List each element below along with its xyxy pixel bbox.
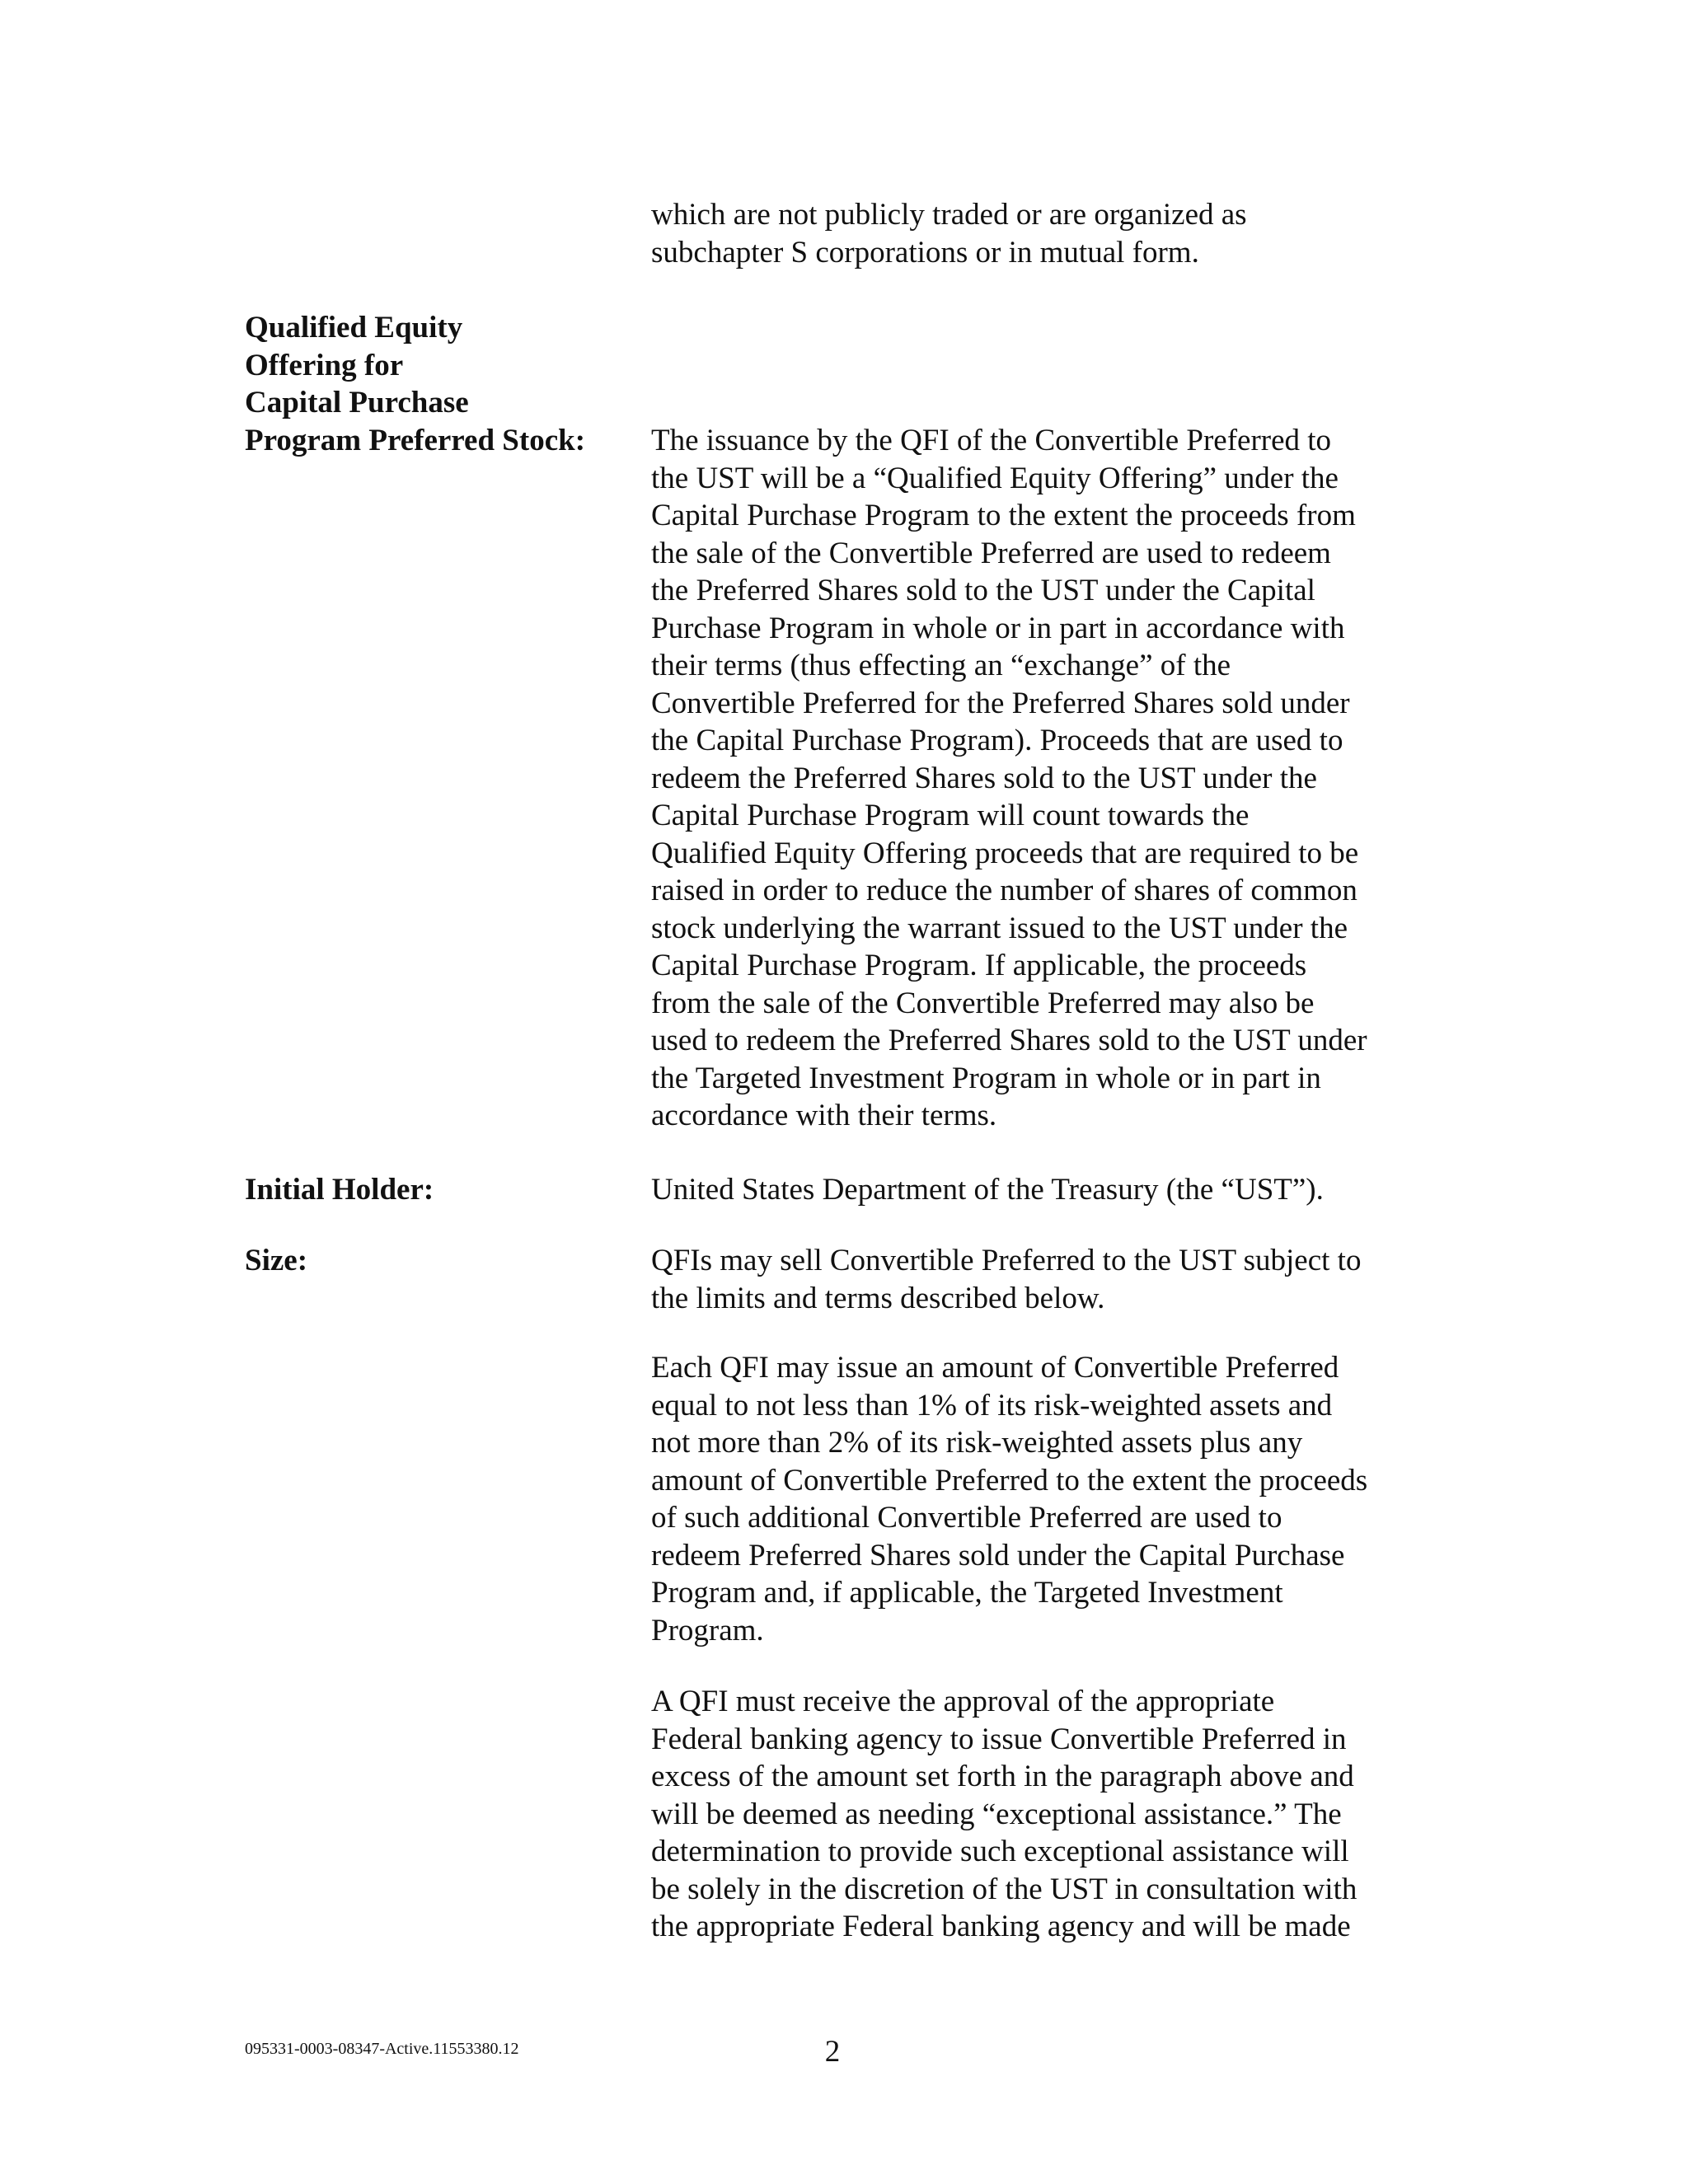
text-line: United States Department of the Treasury (the “UST”). [651,1173,1324,1207]
text-line: Federal banking agency to issue Convertible Preferred in [651,1722,1347,1756]
text-line: which are not publicly traded or are organized as [651,198,1247,232]
text-line: their terms (thus effecting an “exchange” of the [651,649,1231,682]
text-line: Capital Purchase Program. If applicable, the proceeds [651,949,1307,982]
text-line: Purchase Program in whole or in part in accordance with [651,611,1345,645]
text-line: Capital Purchase Program to the extent the proceeds from [651,499,1356,532]
text-line: equal to not less than 1% of its risk-weighted assets and [651,1388,1333,1422]
text-line: The issuance by the QFI of the Convertible Preferred to [651,424,1332,457]
text-line: excess of the amount set forth in the paragraph above and [651,1760,1354,1793]
text-line: Capital Purchase Program will count towards the [651,799,1250,832]
term-line: Program Preferred Stock: [245,423,586,457]
text-line: Convertible Preferred for the Preferred Shares sold under [651,686,1350,720]
text-line: the appropriate Federal banking agency and will be made [651,1910,1351,1943]
text-line: Each QFI may issue an amount of Convertible Preferred [651,1351,1339,1385]
text-line: Program. [651,1613,764,1647]
text-line: subchapter S corporations or in mutual form. [651,235,1199,269]
text-line: will be deemed as needing “exceptional assistance.” The [651,1797,1342,1831]
text-line: redeem the Preferred Shares sold to the UST under the [651,761,1317,795]
text-line: QFIs may sell Convertible Preferred to the UST subject to [651,1244,1362,1277]
text-line: be solely in the discretion of the UST in consultation with [651,1872,1357,1906]
text-line: Qualified Equity Offering proceeds that are required to be [651,836,1359,870]
text-line: the limits and terms described below. [651,1281,1105,1315]
definition-size-paragraph-1 [651,1242,1442,1317]
text-line: raised in order to reduce the number of shares of common [651,874,1357,907]
term-size [245,1242,624,1280]
text-line: the Capital Purchase Program). Proceeds that are used to [651,724,1343,757]
text-line: redeem Preferred Shares sold under the Capital Purchase [651,1538,1345,1572]
text-line: the Targeted Investment Program in whole or in part in [651,1061,1321,1095]
term-line: Offering for [245,348,404,382]
text-line: accordance with their terms. [651,1099,997,1132]
text-line: the UST will be a “Qualified Equity Offering” under the [651,461,1339,495]
text-line: amount of Convertible Preferred to the extent the proceeds [651,1463,1368,1497]
text-line: of such additional Convertible Preferred are used to [651,1501,1282,1535]
text-line: Program and, if applicable, the Targeted Investment [651,1576,1283,1610]
definition-size-paragraph-2 [651,1349,1442,1649]
definition-qualified-equity-offering [651,422,1442,1135]
term-line: Size: [245,1244,308,1277]
text-line: the sale of the Convertible Preferred are used to redeem [651,536,1331,570]
term-initial-holder [245,1171,624,1209]
definition-initial-holder [651,1171,1442,1209]
term-line: Qualified Equity [245,311,463,344]
text-line: from the sale of the Convertible Preferred may also be [651,986,1315,1020]
term-line: Capital Purchase [245,386,469,419]
text-line: A QFI must receive the approval of the appropriate [651,1685,1275,1718]
text-line: stock underlying the warrant issued to the UST under the [651,911,1348,945]
term-line: Initial Holder: [245,1173,434,1207]
definition-size-paragraph-3 [651,1683,1442,1946]
text-line: determination to provide such exceptional assistance will [651,1835,1349,1868]
text-line: not more than 2% of its risk-weighted assets plus any [651,1426,1303,1460]
term-qualified-equity-offering [245,309,624,459]
page-number: 2 [824,2035,841,2069]
text-line: the Preferred Shares sold to the UST under the Capital [651,574,1315,607]
text-line: used to redeem the Preferred Shares sold to the UST under [651,1024,1367,1057]
intro-paragraph [651,196,1442,271]
footer-document-id: 095331-0003-08347-Active.11553380.12 [245,2040,519,2058]
